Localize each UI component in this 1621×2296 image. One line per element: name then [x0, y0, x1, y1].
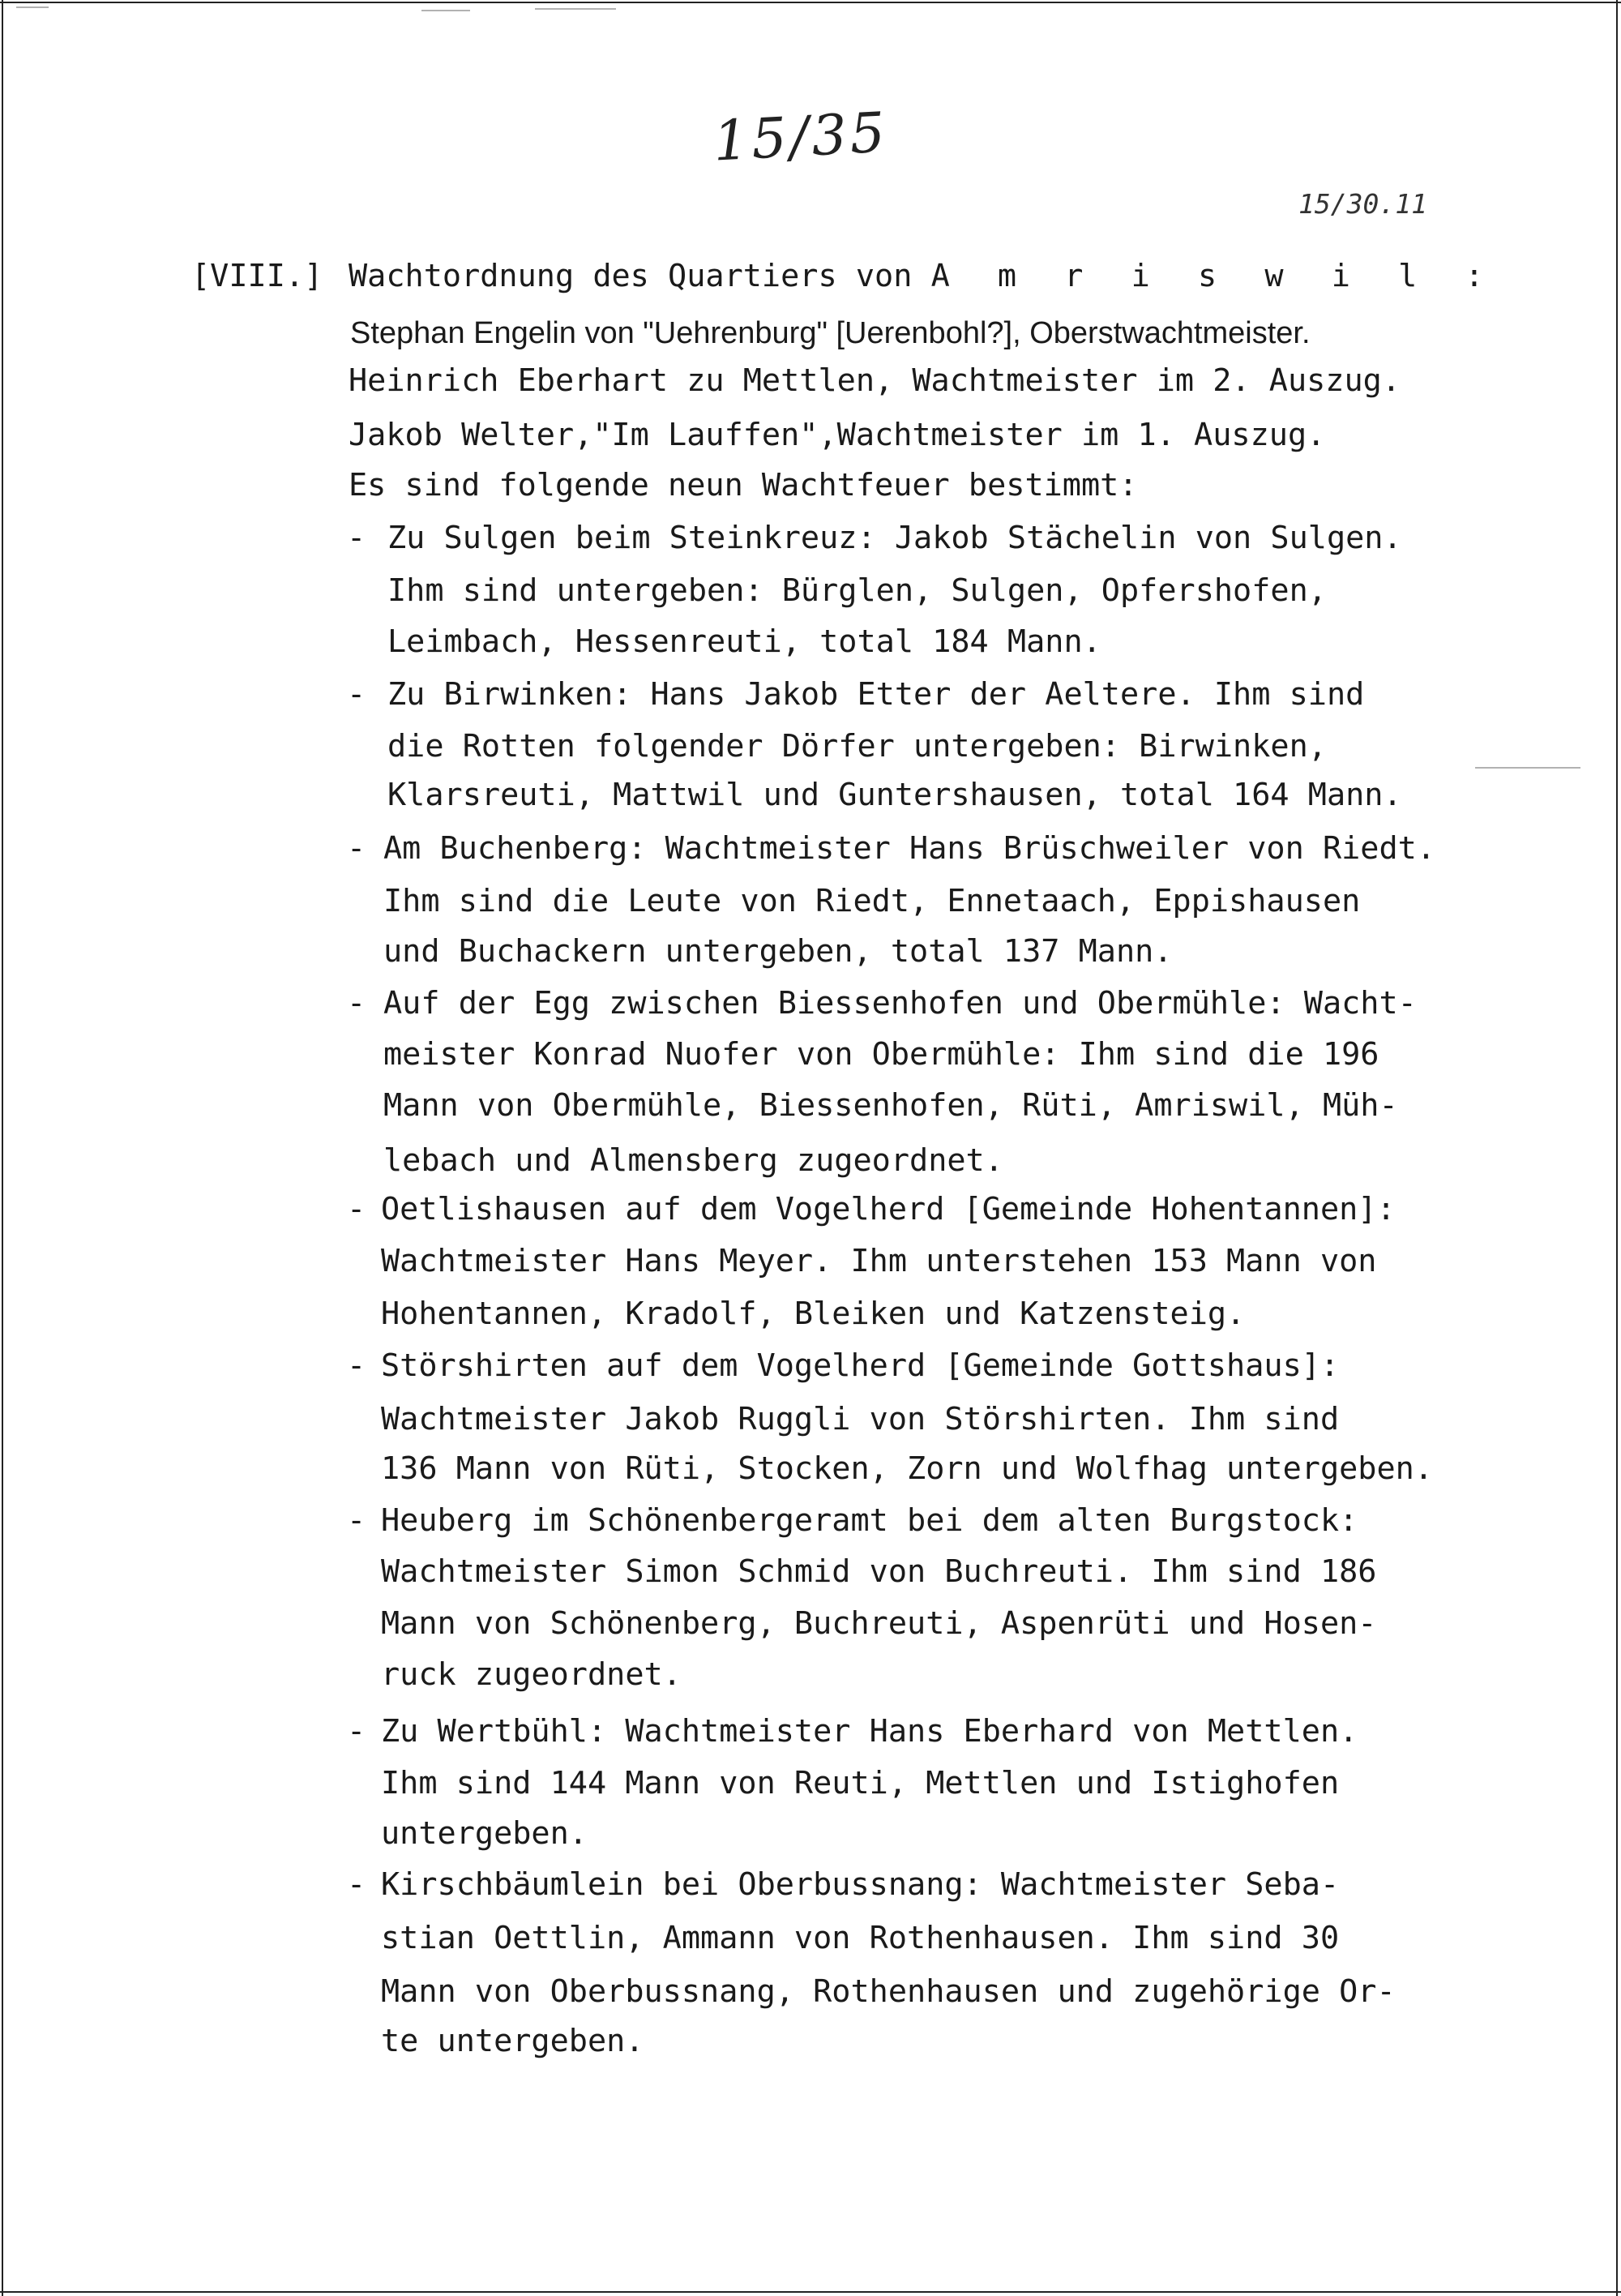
list-item-line: Hohentannen, Kradolf, Bleiken und Katzensteig. — [381, 1296, 1246, 1332]
list-item-line: Leimbach, Hessenreuti, total 184 Mann. — [387, 623, 1101, 660]
list-item-line: stian Oettlin, Ammann von Rothenhausen. Ihm sind 30 — [381, 1920, 1340, 1956]
list-item-line: Wachtmeister Hans Meyer. Ihm unterstehen 153 Mann von — [381, 1243, 1377, 1279]
list-item-line: Zu Birwinken: Hans Jakob Etter der Aeltere. Ihm sind — [387, 676, 1365, 713]
list-item-line: Ihm sind untergeben: Bürglen, Sulgen, Opfershofen, — [387, 572, 1327, 609]
list-item-line: Ihm sind die Leute von Riedt, Ennetaach, Eppishausen — [383, 883, 1361, 919]
list-item-line: Klarsreuti, Mattwil und Guntershausen, total 164 Mann. — [387, 777, 1402, 813]
list-item-line: Auf der Egg zwischen Biessenhofen und Obermühle: Wacht- — [383, 985, 1417, 1022]
intro-line: Es sind folgende neun Wachtfeuer bestimmt: — [349, 467, 1138, 503]
section-heading-place: A m r i s w i l : — [930, 258, 1499, 294]
handwritten-page-number: 15/35 — [712, 101, 890, 174]
section-heading — [349, 258, 1499, 294]
list-item-line: die Rotten folgender Dörfer untergeben: Birwinken, — [387, 728, 1327, 765]
officer-line: Jakob Welter,"Im Lauffen",Wachtmeister im 1. Auszug. — [349, 417, 1326, 453]
list-item-line: Wachtmeister Simon Schmid von Buchreuti. Ihm sind 186 — [381, 1553, 1377, 1590]
section-heading-text: Wachtordnung des Quartiers von — [349, 258, 913, 294]
list-item-line: Zu Wertbühl: Wachtmeister Hans Eberhard von Mettlen. — [381, 1713, 1358, 1750]
list-item-line: Mann von Oberbussnang, Rothenhausen und zugehörige Or- — [381, 1973, 1396, 2010]
list-item-line: Mann von Obermühle, Biessenhofen, Rüti, Amriswil, Müh- — [383, 1087, 1398, 1124]
list-item-line: 136 Mann von Rüti, Stocken, Zorn und Wolfhag untergeben. — [381, 1450, 1434, 1487]
list-item-line: Störshirten auf dem Vogelherd [Gemeinde Gottshaus]: — [381, 1347, 1340, 1384]
list-item-line: Am Buchenberg: Wachtmeister Hans Brüschweiler von Riedt. — [383, 830, 1436, 867]
list-item-line: Mann von Schönenberg, Buchreuti, Aspenrüti und Hosen- — [381, 1605, 1377, 1642]
list-dash: - — [347, 830, 366, 867]
list-dash: - — [347, 1347, 366, 1384]
list-item-line: ruck zugeordnet. — [381, 1656, 682, 1693]
list-dash: - — [347, 1502, 366, 1539]
list-item-line: lebach und Almensberg zugeordnet. — [383, 1142, 1003, 1179]
document-reference: 15/30.11 — [1298, 188, 1427, 220]
scan-artifact — [1475, 767, 1580, 769]
list-item-line: Wachtmeister Jakob Ruggli von Störshirten. Ihm sind — [381, 1401, 1340, 1437]
scan-artifact — [16, 6, 49, 8]
list-item-line: und Buchackern untergeben, total 137 Mann. — [383, 933, 1173, 970]
list-item-line: te untergeben. — [381, 2023, 644, 2059]
list-item-line: Heuberg im Schönenbergeramt bei dem alten Burgstock: — [381, 1502, 1358, 1539]
list-item-line: Ihm sind 144 Mann von Reuti, Mettlen und Istighofen — [381, 1765, 1340, 1801]
scan-border-right — [1616, 0, 1618, 2296]
section-number: [VIII.] — [191, 258, 323, 294]
list-dash: - — [347, 1866, 366, 1903]
list-dash: - — [347, 985, 366, 1022]
list-dash: - — [347, 676, 366, 713]
officer-line: Stephan Engelin von "Uehrenburg" [Uerenbohl?], Oberstwachtmeister. — [350, 316, 1311, 350]
list-item-line: Oetlishausen auf dem Vogelherd [Gemeinde Hohentannen]: — [381, 1191, 1396, 1227]
scan-border-top — [0, 2, 1621, 3]
list-item-line: Zu Sulgen beim Steinkreuz: Jakob Stächelin von Sulgen. — [387, 520, 1402, 556]
scan-artifact — [535, 8, 616, 10]
list-item-line: meister Konrad Nuofer von Obermühle: Ihm sind die 196 — [383, 1036, 1379, 1073]
scan-artifact — [421, 10, 470, 11]
list-item-line: Kirschbäumlein bei Oberbussnang: Wachtmeister Seba- — [381, 1866, 1340, 1903]
officer-line: Heinrich Eberhart zu Mettlen, Wachtmeister im 2. Auszug. — [349, 362, 1401, 399]
list-dash: - — [347, 1713, 366, 1750]
scan-border-left — [2, 0, 3, 2296]
list-item-line: untergeben. — [381, 1815, 588, 1852]
scan-border-bottom — [0, 2291, 1621, 2293]
list-dash: - — [347, 520, 366, 556]
list-dash: - — [347, 1191, 366, 1227]
